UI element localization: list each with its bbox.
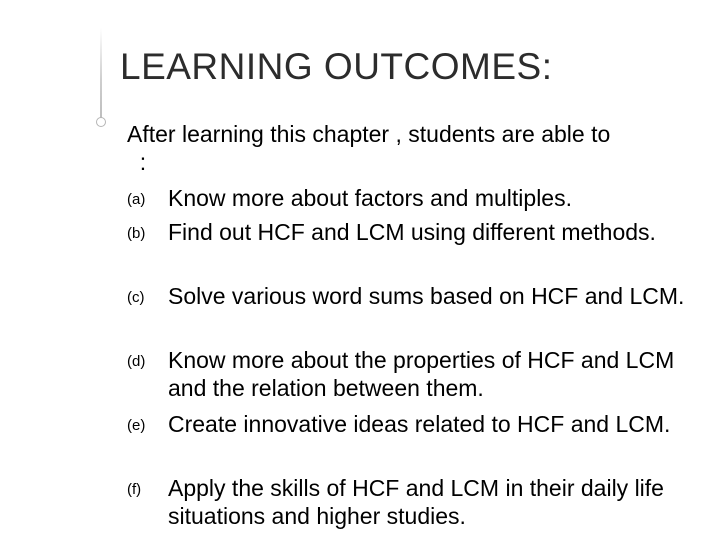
outcome-marker: (b) — [127, 225, 146, 242]
outcome-marker: (e) — [127, 417, 146, 434]
outcome-text: Solve various word sums based on HCF and LCM. — [168, 283, 685, 309]
slide-title: LEARNING OUTCOMES: — [120, 46, 553, 87]
title-accent-line — [100, 28, 102, 120]
outcome-text: Know more about factors and multiples. — [168, 185, 572, 211]
outcome-text: Apply the skills of HCF and LCM in their daily life situations and higher studies. — [168, 475, 664, 529]
outcome-marker: (c) — [127, 289, 145, 306]
outcome-text: Know more about the properties of HCF and LCM and the relation between them. — [168, 347, 675, 401]
intro-text: After learning this chapter , students are able to : — [127, 121, 611, 175]
outcome-marker: (f) — [127, 481, 142, 498]
outcome-text: Find out HCF and LCM using different methods. — [168, 219, 656, 245]
outcome-marker: (a) — [127, 191, 146, 208]
outcome-text: Create innovative ideas related to HCF and LCM. — [168, 411, 671, 437]
title-accent-dot — [96, 117, 106, 127]
outcome-marker: (d) — [127, 353, 146, 370]
